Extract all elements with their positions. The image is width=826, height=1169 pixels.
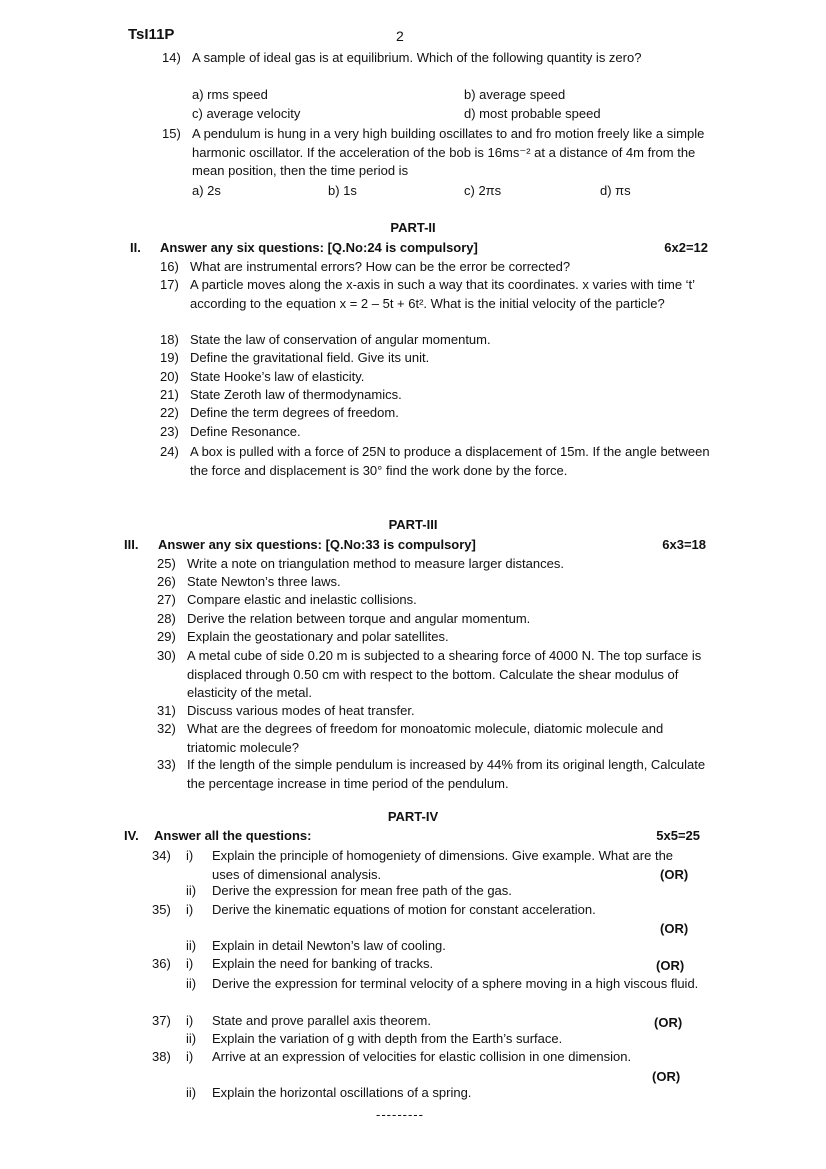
question-29 xyxy=(157,628,709,647)
question-text: Derive the kinematic equations of motion for constant acceleration. xyxy=(212,902,596,917)
question-text: State Zeroth law of thermodynamics. xyxy=(190,387,402,402)
options-row xyxy=(192,105,601,124)
question-number: 26) xyxy=(157,574,176,589)
question-number: 22) xyxy=(160,405,179,420)
part-3-instruction-row xyxy=(124,536,706,555)
sub-label: ii) xyxy=(186,883,197,898)
question-38-i xyxy=(152,1048,700,1067)
question-text: Derive the expression for mean free path of the gas. xyxy=(212,883,512,898)
question-text: A metal cube of side 0.20 m is subjected to a shearing force of 4000 N. The top surface is displaced through 0.50 cm with respect to the bottom. Calculate the shear modulus of elasticity of the metal. xyxy=(187,648,702,700)
question-37-ii xyxy=(152,1030,700,1049)
question-number: 34) xyxy=(152,848,171,863)
question-15 xyxy=(162,125,714,181)
question-36-i xyxy=(152,955,700,974)
option: d) πs xyxy=(600,183,631,198)
part-4-title: PART-IV xyxy=(387,809,439,824)
question-number: 32) xyxy=(157,721,176,736)
question-text: Define Resonance. xyxy=(190,424,301,439)
question-28 xyxy=(157,610,709,629)
part-3-title: PART-III xyxy=(388,517,438,532)
question-36-ii xyxy=(152,975,700,994)
sub-label: i) xyxy=(186,1049,194,1064)
question-21 xyxy=(160,386,712,405)
question-number: 29) xyxy=(157,629,176,644)
question-number: 24) xyxy=(160,444,179,459)
end-of-paper-mark: --------- xyxy=(376,1107,424,1122)
sub-label: ii) xyxy=(186,1031,197,1046)
or-label: (OR) xyxy=(654,1015,683,1030)
question-text: Define the gravitational field. Give its unit. xyxy=(190,350,430,365)
question-text: A sample of ideal gas is at equilibrium. Which of the following quantity is zero? xyxy=(192,50,642,65)
question-25 xyxy=(157,555,709,574)
sub-label: ii) xyxy=(186,976,197,991)
part-roman-numeral: IV. xyxy=(124,828,139,843)
question-number: 17) xyxy=(160,277,179,292)
option: c) average velocity xyxy=(192,106,301,121)
question-35-i xyxy=(152,901,700,920)
question-text: A box is pulled with a force of 25N to produce a displacement of 15m. If the angle between the force and displacement is 30° find the work done by the force. xyxy=(190,444,710,478)
question-30 xyxy=(157,647,709,703)
question-number: 14) xyxy=(162,50,181,65)
option: c) 2πs xyxy=(464,183,502,198)
question-text: Explain the horizontal oscillations of a spring. xyxy=(212,1085,472,1100)
question-16 xyxy=(160,258,712,277)
question-33 xyxy=(157,756,709,793)
or-label: (OR) xyxy=(656,958,685,973)
question-14 xyxy=(162,49,714,68)
question-number: 16) xyxy=(160,259,179,274)
question-number: 25) xyxy=(157,556,176,571)
question-19 xyxy=(160,349,712,368)
sub-label: i) xyxy=(186,956,194,971)
question-number: 38) xyxy=(152,1049,171,1064)
option: a) rms speed xyxy=(192,87,268,102)
question-text: State Newton’s three laws. xyxy=(187,574,341,589)
question-35-ii xyxy=(152,937,700,956)
question-number: 31) xyxy=(157,703,176,718)
question-text: What are instrumental errors? How can be the error be corrected? xyxy=(190,259,571,274)
question-number: 27) xyxy=(157,592,176,607)
options-row xyxy=(192,182,631,201)
question-number: 36) xyxy=(152,956,171,971)
sub-label: i) xyxy=(186,902,194,917)
part-2-instruction-row xyxy=(130,239,708,258)
or-label: (OR) xyxy=(660,867,689,882)
question-number: 28) xyxy=(157,611,176,626)
part-2-title: PART-II xyxy=(390,220,436,235)
question-text: State the law of conservation of angular momentum. xyxy=(190,332,491,347)
question-17 xyxy=(160,276,712,313)
question-26 xyxy=(157,573,709,592)
question-31 xyxy=(157,702,709,721)
option: a) 2s xyxy=(192,183,221,198)
sub-label: ii) xyxy=(186,1085,197,1100)
question-20 xyxy=(160,368,712,387)
question-number: 37) xyxy=(152,1013,171,1028)
sub-label: i) xyxy=(186,1013,194,1028)
question-number: 19) xyxy=(160,350,179,365)
question-number: 15) xyxy=(162,126,181,141)
question-38-ii xyxy=(152,1084,700,1103)
question-text: Explain the need for banking of tracks. xyxy=(212,956,434,971)
question-18 xyxy=(160,331,712,350)
question-number: 23) xyxy=(160,424,179,439)
question-34-i xyxy=(152,847,700,884)
or-label: (OR) xyxy=(652,1069,681,1084)
sub-label: i) xyxy=(186,848,194,863)
question-text: Write a note on triangulation method to measure larger distances. xyxy=(187,556,564,571)
question-22 xyxy=(160,404,712,423)
part-instruction: Answer any six questions: [Q.No:33 is compulsory] xyxy=(158,537,476,552)
question-text: Define the term degrees of freedom. xyxy=(190,405,399,420)
question-text: Explain in detail Newton’s law of cooling. xyxy=(212,938,446,953)
question-text: Explain the variation of g with depth from the Earth’s surface. xyxy=(212,1031,563,1046)
paper-code: TsI11P xyxy=(128,26,175,43)
question-number: 20) xyxy=(160,369,179,384)
sub-label: ii) xyxy=(186,938,197,953)
question-text: Compare elastic and inelastic collisions. xyxy=(187,592,417,607)
question-34-ii xyxy=(152,882,700,901)
question-text: State Hooke’s law of elasticity. xyxy=(190,369,365,384)
part-instruction: Answer all the questions: xyxy=(154,828,312,843)
question-text: Derive the relation between torque and angular momentum. xyxy=(187,611,531,626)
question-24 xyxy=(160,443,712,480)
part-roman-numeral: II. xyxy=(130,240,141,255)
part-roman-numeral: III. xyxy=(124,537,139,552)
part-marks: 5x5=25 xyxy=(656,828,700,843)
question-text: State and prove parallel axis theorem. xyxy=(212,1013,431,1028)
option: b) average speed xyxy=(464,87,566,102)
question-text: Derive the expression for terminal velocity of a sphere moving in a high viscous fluid. xyxy=(212,976,699,991)
question-text: Explain the principle of homogeniety of dimensions. Give example. What are the uses of dimensional analysis. xyxy=(212,848,674,882)
question-37-i xyxy=(152,1012,700,1031)
question-text: Discuss various modes of heat transfer. xyxy=(187,703,415,718)
part-marks: 6x2=12 xyxy=(664,240,708,255)
question-23 xyxy=(160,423,712,442)
options-row xyxy=(192,86,565,105)
question-32 xyxy=(157,720,709,757)
question-text: Arrive at an expression of velocities for elastic collision in one dimension. xyxy=(212,1049,632,1064)
question-number: 18) xyxy=(160,332,179,347)
question-number: 33) xyxy=(157,757,176,772)
or-label: (OR) xyxy=(660,921,689,936)
part-instruction: Answer any six questions: [Q.No:24 is compulsory] xyxy=(160,240,478,255)
question-text: What are the degrees of freedom for monoatomic molecule, diatomic molecule and triatomic molecule? xyxy=(187,721,664,755)
question-number: 35) xyxy=(152,902,171,917)
question-27 xyxy=(157,591,709,610)
question-text: A particle moves along the x-axis in such a way that its coordinates. x varies with time ‘t’ according to the equation x = 2 – 5t + 6t². What is the initial velocity of the particle? xyxy=(190,277,695,311)
question-text: A pendulum is hung in a very high building oscillates to and fro motion freely like a simple harmonic oscillator. If the acceleration of the bob is 16ms⁻² at a distance of 4m from the mean position, then the time period is xyxy=(192,126,705,178)
option: b) 1s xyxy=(328,183,357,198)
option: d) most probable speed xyxy=(464,106,601,121)
page-number: 2 xyxy=(396,28,404,44)
question-number: 30) xyxy=(157,648,176,663)
question-number: 21) xyxy=(160,387,179,402)
question-text: Explain the geostationary and polar satellites. xyxy=(187,629,449,644)
part-marks: 6x3=18 xyxy=(662,537,706,552)
question-text: If the length of the simple pendulum is increased by 44% from its original length, Calculate the percentage increase in time period of the pendulum. xyxy=(187,757,706,791)
part-4-instruction-row xyxy=(124,827,700,846)
